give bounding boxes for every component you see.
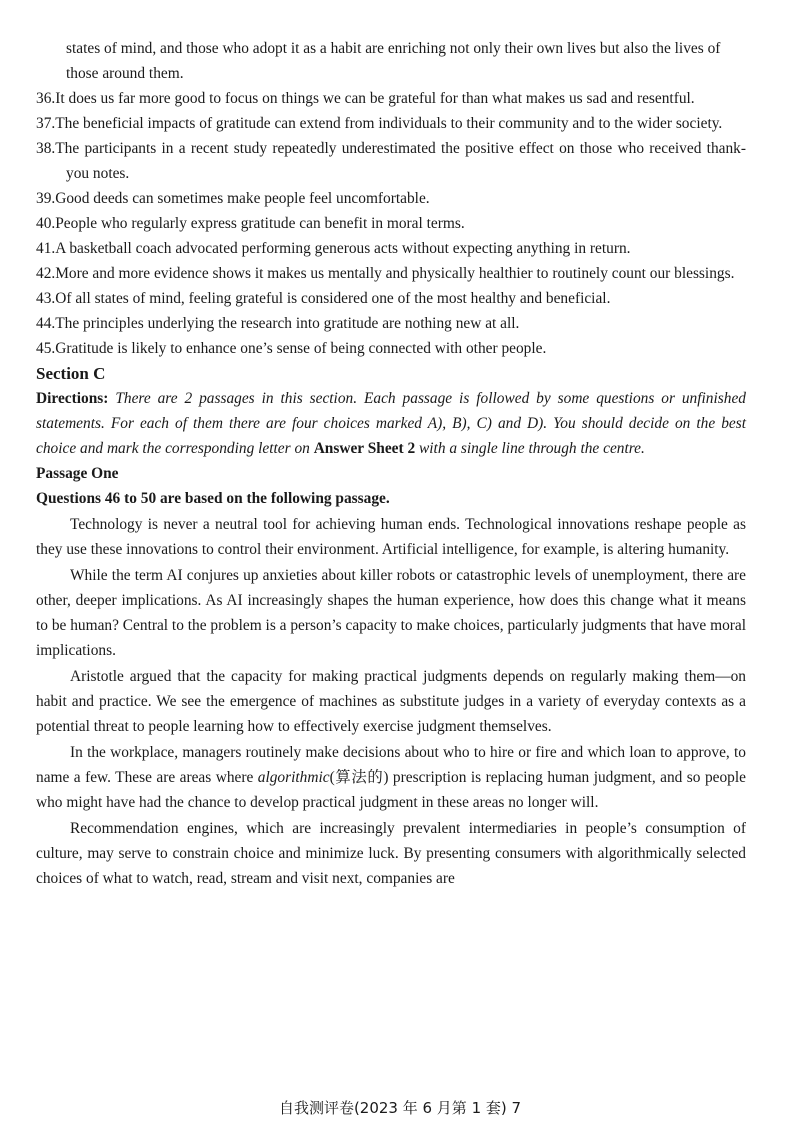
exam-page bbox=[36, 36, 746, 891]
statement-number: 37. bbox=[36, 115, 56, 132]
statement-40 bbox=[36, 211, 746, 236]
statement-number: 40. bbox=[36, 215, 56, 232]
directions-text-1: There are 2 passages in this section. Each passage is followed by some questions or unfinished statements. For each of them there are four choices marked A), B), C) and D). You should decide on the best choice and mark the corresponding letter on bbox=[36, 390, 746, 457]
statement-number: 45. bbox=[36, 340, 56, 357]
statement-number: 38. bbox=[36, 140, 56, 157]
statement-number: 36. bbox=[36, 90, 56, 107]
page-footer: 自我测评卷(2023 年 6 月第 1 套) 7 bbox=[278, 1099, 522, 1117]
statement-text: Gratitude is likely to enhance one’s sense of being connected with other people. bbox=[55, 340, 547, 357]
paragraph-4-text-b: prescription is replacing human judgment, and so people who might have had the chance to develop practical judgment in these areas no longer will. bbox=[36, 769, 746, 811]
statement-45 bbox=[36, 336, 746, 361]
statement-37 bbox=[36, 111, 746, 136]
statement-text: The principles underlying the research into gratitude are nothing new at all. bbox=[55, 315, 520, 332]
chinese-gloss: (算法的) bbox=[329, 769, 389, 786]
paragraph-2: While the term AI conjures up anxieties about killer robots or catastrophic levels of unemployment, there are other, deeper implications. As AI increasingly shapes the human experience, how does this change what it means to be human? Central to the problem is a person’s capacity to make choices, particularly judgments that have moral implications. bbox=[36, 567, 746, 659]
statement-text: It does us far more good to focus on things we can be grateful for than what makes us sad and resentful. bbox=[55, 90, 695, 107]
statement-41 bbox=[36, 236, 746, 261]
statement-text: The participants in a recent study repeatedly underestimated the positive effect on those who received thank-you notes. bbox=[55, 140, 746, 182]
statement-text: Of all states of mind, feeling grateful is considered one of the most healthy and beneficial. bbox=[55, 290, 611, 307]
directions-text-2: with a single line through the centre. bbox=[415, 440, 645, 457]
directions-label: Directions: bbox=[36, 390, 109, 407]
statement-number: 42. bbox=[36, 265, 56, 282]
statement-text: People who regularly express gratitude can benefit in moral terms. bbox=[55, 215, 465, 232]
algorithmic-term: algorithmic bbox=[257, 769, 330, 786]
statement-text: A basketball coach advocated performing generous acts without expecting anything in return. bbox=[55, 240, 631, 257]
paragraph-3: Aristotle argued that the capacity for making practical judgments depends on regularly making them—on habit and practice. We see the emergence of machines as substitute judges in a variety of everyday contexts as a potential threat to people learning how to effectively exercise judgment themselves. bbox=[36, 668, 746, 735]
paragraph-4-text-a: In the workplace, managers routinely make decisions about who to hire or fire and which loan to approve, to name a few. These are areas where bbox=[36, 744, 746, 786]
statement-42 bbox=[36, 261, 746, 286]
statement-number: 39. bbox=[36, 190, 56, 207]
paragraph-5: Recommendation engines, which are increasingly prevalent intermediaries in people’s consumption of culture, may serve to constrain choice and minimize luck. By presenting consumers with algorithmically selected choices of what to watch, read, stream and visit next, companies are bbox=[36, 820, 746, 887]
statement-text: More and more evidence shows it makes us mentally and physically healthier to routinely count our blessings. bbox=[55, 265, 735, 282]
statement-number: 44. bbox=[36, 315, 56, 332]
statement-43 bbox=[36, 286, 746, 311]
statement-number: 41. bbox=[36, 240, 56, 257]
continuation-text: states of mind, and those who adopt it as a habit are enriching not only their own lives but also the lives of those around them. bbox=[66, 40, 721, 82]
passage-title: Passage One bbox=[36, 465, 119, 482]
paragraph-4 bbox=[36, 740, 746, 815]
statement-text: Good deeds can sometimes make people feel uncomfortable. bbox=[55, 190, 430, 207]
statement-38 bbox=[36, 136, 746, 186]
section-title: Section C bbox=[36, 364, 106, 383]
statement-39 bbox=[36, 186, 746, 211]
paragraph-1: Technology is never a neutral tool for achieving human ends. Technological innovations reshape people as they use these innovations to control their environment. Artificial intelligence, for example, is altering humanity. bbox=[36, 516, 746, 558]
statement-number: 43. bbox=[36, 290, 56, 307]
directions bbox=[36, 386, 746, 461]
statement-text: The beneficial impacts of gratitude can extend from individuals to their community and to the wider society. bbox=[55, 115, 723, 132]
statement-list bbox=[36, 86, 746, 361]
statement-44 bbox=[36, 311, 746, 336]
statement-36 bbox=[36, 86, 746, 111]
answer-sheet-label: Answer Sheet 2 bbox=[313, 440, 416, 457]
question-range: Questions 46 to 50 are based on the following passage. bbox=[36, 490, 390, 507]
